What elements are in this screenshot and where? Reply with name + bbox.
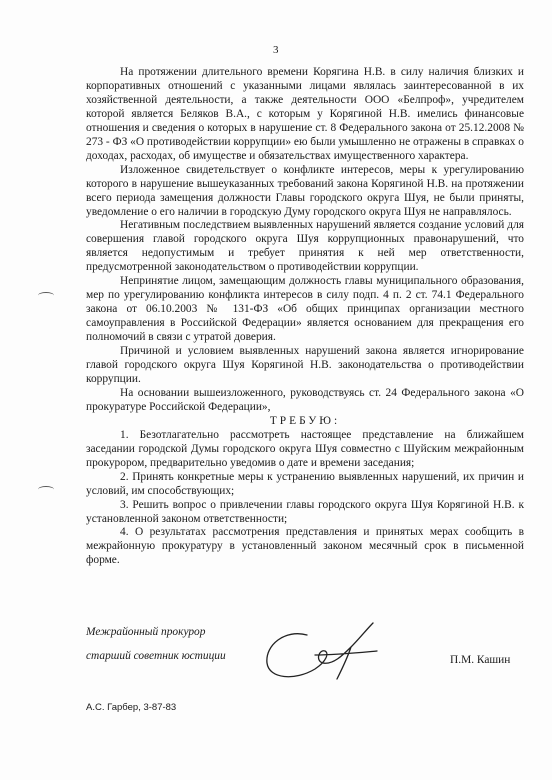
signer-name: П.М. Кашин: [450, 654, 511, 666]
executor-contact: А.С. Гарбер, 3-87-83: [86, 702, 177, 713]
signer-rank: старший советник юстиции: [86, 650, 226, 662]
paragraph: Изложенное свидетельствует о конфликте интересов, меры к урегулированию которого в нарушение вышеуказанных требований закона Корягиной Н.В. на протяжении всего периода замещения должности Главы городского округа Шуя, не были приняты, уведомление о его наличии в городскую Думу городского округа Шуя не направлялось.: [86, 163, 524, 218]
demand-item: 4. О результатах рассмотрения представления и принятых мерах сообщить в межрайонную прокуратуру в установленный законом месячный срок в письменной форме.: [86, 526, 524, 567]
document-body: [86, 66, 524, 568]
margin-mark: [38, 486, 54, 493]
paragraph: Непринятие лицом, замещающим должность главы муниципального образования, мер по урегулированию конфликта интересов в силу подп. 4 п. 2 ст. 74.1 Федерального закона от 06.10.2003 № 131-ФЗ «Об общих принципах организации местного самоуправления в Российской Федерации» является основанием для прекращения его полномочий в связи с утратой доверия.: [86, 275, 524, 344]
page-number: 3: [273, 44, 279, 56]
paragraph: Причиной и условием выявленных нарушений закона является игнорирование главой городского округа Шуя Корягиной Н.В. законодательства о противодействии коррупции.: [86, 345, 524, 385]
demand-item: 3. Решить вопрос о привлечении главы городского округа Шуя Корягиной Н.В. к установленной законом ответственности;: [86, 498, 524, 525]
margin-mark: [38, 292, 54, 299]
demand-item: 1. Безотлагательно рассмотреть настоящее представление на ближайшем заседании городской Думы городского округа Шуя совместно с Шуйским межрайонным прокурором, предварительно уведомив о дате и времени заседания;: [86, 428, 524, 469]
handwritten-signature: [255, 615, 385, 687]
paragraph: Негативным последствием выявленных нарушений является создание условий для совершения главой городского округа Шуя коррупционных правонарушений, что является недопустимым и требует принятия к ней мер ответственности, предусмотренной законодательством о противодействии коррупции.: [86, 219, 524, 274]
paragraph: На основании вышеизложенного, руководствуясь ст. 24 Федерального закона «О прокуратуре Российской Федерации»,: [86, 386, 524, 413]
demand-title: ТРЕБУЮ:: [269, 414, 341, 427]
signer-position: Межрайонный прокурор: [86, 626, 206, 638]
demand-item: 2. Принять конкретные меры к устранению выявленных нарушений, их причин и условий, им способствующих;: [86, 470, 524, 497]
paragraph: На протяжении длительного времени Корягина Н.В. в силу наличия близких и корпоративных отношений с указанными лицами являлась заинтересованной в их хозяйственной деятельности, а также деятельности ООО «Белпроф», учредителем которой является Беляков В.А., с которым у Корягиной Н.В. имелись финансовые отношения и сведения о которых в нарушение ст. 8 Федерального закона от 25.12.2008 № 273 - ФЗ «О противодействии коррупции» ею были умышленно не отражены в справках о доходах, расходах, об имуществе и обязательствах имущественного характера.: [86, 66, 524, 162]
